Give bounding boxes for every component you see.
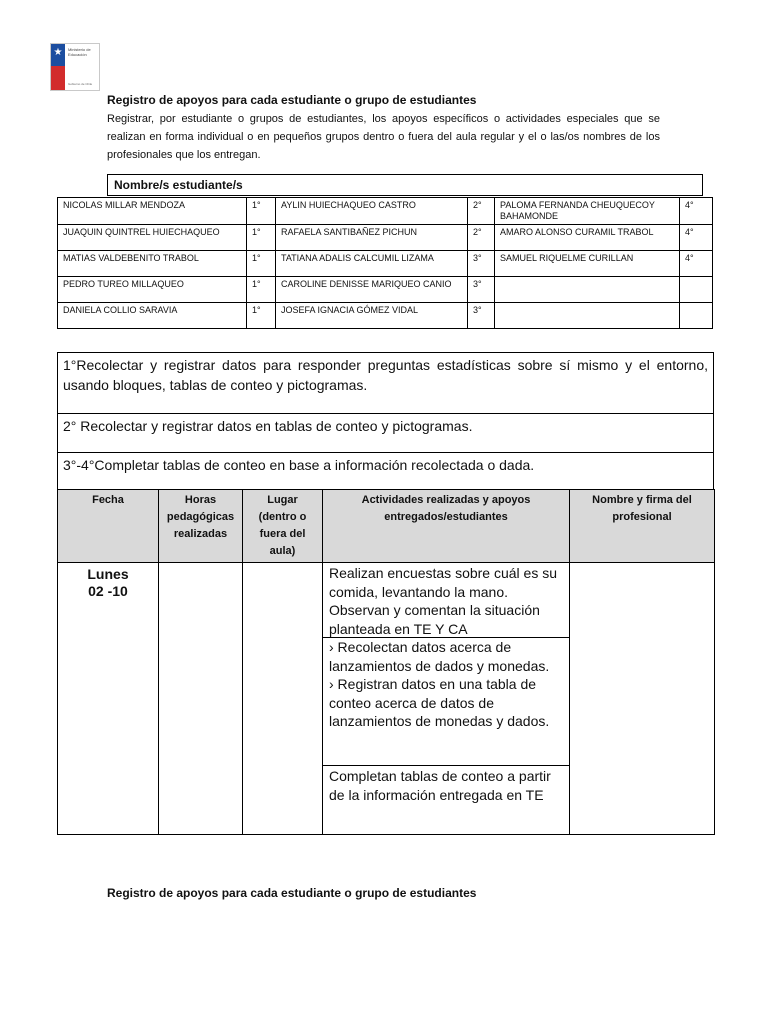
logo-government-text: Gobierno de Chile [68,82,93,86]
student-grade: 4° [680,251,713,277]
activity-day: Lunes [87,566,129,582]
activity-description-cell [323,563,570,835]
student-name: MATIAS VALDEBENITO TRABOL [58,251,247,277]
student-grade: 3° [468,251,495,277]
intro-paragraph: Registrar, por estudiante o grupos de estudiantes, los apoyos específicos o actividades especiales que se realizan en forma individual o en pequeños grupos dentro o fuera del aula regular y el o las/os nombres de los profesionales que los entregan. [107,113,660,161]
table-row [58,414,714,453]
student-name: NICOLAS MILLAR MENDOZA [58,198,247,225]
student-grade: 3° [468,303,495,329]
student-grade: 2° [468,198,495,225]
table-row [58,453,714,491]
objective-text: 1°Recolectar y registrar datos para responder preguntas estadísticas sobre sí mismo y el entorno, usando bloques, tablas de conteo y pictogramas. [58,353,714,414]
student-grade: 1° [247,277,276,303]
column-header-firma: Nombre y firma del profesional [570,490,715,563]
students-header: Nombre/s estudiante/s [107,174,703,196]
activity-place-cell [243,563,323,835]
student-name: PALOMA FERNANDA CHEUQUECOY BAHAMONDE [495,198,680,225]
student-name: JUAQUIN QUINTREL HUIECHAQUEO [58,225,247,251]
column-header-horas: Horas pedagógicas realizadas [159,490,243,563]
ministry-logo [50,43,100,91]
column-header-fecha: Fecha [58,490,159,563]
activity-date-cell [58,563,159,835]
table-row [58,277,713,303]
activity-part: Completan tablas de conteo a partir de la información entregada en TE [323,765,569,834]
student-grade: 1° [247,198,276,225]
activity-hours-cell [159,563,243,835]
student-name: DANIELA COLLIO SARAVIA [58,303,247,329]
student-name [495,277,680,303]
table-row [58,303,713,329]
activity-signature-cell [570,563,715,835]
table-row [58,353,714,414]
student-grade: 4° [680,198,713,225]
student-name: AYLIN HUIECHAQUEO CASTRO [276,198,468,225]
student-name: JOSEFA IGNACIA GÓMEZ VIDAL [276,303,468,329]
table-row [58,563,715,835]
objectives-table [57,352,714,491]
student-name: AMARO ALONSO CURAMIL TRABOL [495,225,680,251]
student-grade: 4° [680,225,713,251]
column-header-actividades: Actividades realizadas y apoyos entregados/estudiantes [323,490,570,563]
column-header-lugar: Lugar (dentro o fuera del aula) [243,490,323,563]
student-grade [680,277,713,303]
student-grade: 3° [468,277,495,303]
table-row [58,251,713,277]
section-title: Registro de apoyos para cada estudiante o grupo de estudiantes [107,886,477,900]
star-icon: ★ [53,47,63,58]
logo-red-field [51,66,65,90]
student-name: RAFAELA SANTIBAÑEZ PICHUN [276,225,468,251]
logo-ministry-text: Ministerio de Educación [68,47,91,57]
student-name [495,303,680,329]
table-row [58,490,715,563]
table-row [58,225,713,251]
student-name: TATIANA ADALIS CALCUMIL LIZAMA [276,251,468,277]
activity-part [323,637,569,765]
table-row [58,198,713,225]
student-name: CAROLINE DENISSE MARIQUEO CANIO [276,277,468,303]
objective-text: 3°-4°Completar tablas de conteo en base a información recolectada o dada. [58,453,714,491]
student-grade: 2° [468,225,495,251]
students-table [57,197,713,329]
page-title: Registro de apoyos para cada estudiante o grupo de estudiantes [107,93,477,107]
objective-text: 2° Recolectar y registrar datos en tablas de conteo y pictogramas. [58,414,714,453]
student-name: PEDRO TUREO MILLAQUEO [58,277,247,303]
activity-bullet: › Recolectan datos acerca de lanzamientos de dados y monedas. [329,639,550,674]
activity-date: 02 -10 [88,583,128,599]
student-name: SAMUEL RIQUELME CURILLAN [495,251,680,277]
activity-part: Realizan encuestas sobre cuál es su comida, levantando la mano. Observan y comentan la situación planteada en TE Y CA [329,565,558,637]
student-grade: 1° [247,225,276,251]
student-grade: 1° [247,303,276,329]
student-grade [680,303,713,329]
activity-bullet: › Registran datos en una tabla de conteo acerca de datos de lanzamientos de monedas y dados. [329,676,550,729]
activities-table [57,489,715,835]
student-grade: 1° [247,251,276,277]
